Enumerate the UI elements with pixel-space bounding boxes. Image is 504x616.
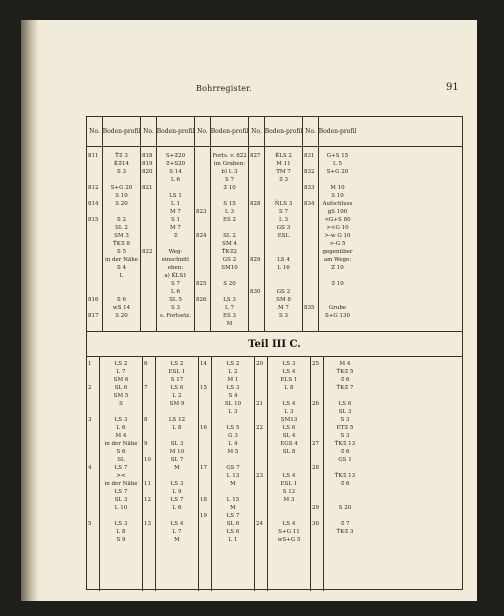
profile-entry: L 1 <box>171 201 180 207</box>
profile-entry: G 3 <box>228 433 238 439</box>
col-no <box>143 357 156 591</box>
boring-number: 23 <box>256 473 263 479</box>
profile-entry: >< <box>116 473 126 479</box>
profile-entry: in der Nähe <box>104 257 139 263</box>
profile-entry: SL 7 <box>170 457 184 463</box>
boring-number: 10 <box>144 457 151 463</box>
profile-entry: SM 9 <box>169 401 185 407</box>
profile-entry: SL 3 <box>170 441 184 447</box>
boring-number: 6 <box>144 361 148 367</box>
profile-entry: S 14 <box>169 169 182 175</box>
profile-entry: S 20 <box>115 201 128 207</box>
profile-entry: S 2 <box>116 217 126 223</box>
profile-entry: M 4 <box>339 361 351 367</box>
section-teil-iii-c <box>87 357 462 591</box>
col-no <box>255 357 268 591</box>
table-header-row <box>87 117 462 147</box>
profile-entry: S 7 <box>170 281 180 287</box>
boring-number: 30 <box>312 521 319 527</box>
col-bodenprofil <box>319 147 356 331</box>
profile-entry: L 6 <box>171 177 180 183</box>
profile-entry: gegenüber <box>322 249 353 255</box>
boring-number: 811 <box>88 153 99 159</box>
col-bodenprofil <box>103 147 141 331</box>
profile-entry: Forts. v. 822 <box>212 153 247 159</box>
header-no: No. <box>195 117 211 146</box>
boring-number: 7 <box>144 385 148 391</box>
profile-entry: LS 7 <box>170 497 184 503</box>
profile-entry: S 6 <box>116 297 126 303</box>
boring-number: 19 <box>200 513 207 519</box>
profile-entry: SL 2 <box>223 233 236 239</box>
profile-entry: LS 7 <box>226 513 240 519</box>
profile-entry: 𝔖 6 <box>340 377 350 383</box>
profile-entry: EGS 4 <box>280 441 298 447</box>
profile-entry: M 3 <box>283 497 295 503</box>
boring-number: 1 <box>88 361 92 367</box>
profile-entry: S 3 <box>116 169 126 175</box>
profile-entry: b) L 3 <box>221 169 238 175</box>
profile-entry: L 8 <box>284 385 294 391</box>
profile-entry: S 20 <box>223 281 236 287</box>
profile-entry: SL 8 <box>282 449 296 455</box>
profile-entry: S 1 <box>170 217 180 223</box>
profile-entry: M <box>174 465 180 471</box>
boring-number: 826 <box>196 297 207 303</box>
profile-entry: LS 7 <box>114 489 128 495</box>
boring-number: 833 <box>304 185 315 191</box>
profile-entry: ESL 1 <box>280 481 298 487</box>
profile-entry: ESL <box>277 233 290 239</box>
profile-entry: S 3 <box>340 433 350 439</box>
header-bodenprofil: Boden- profil <box>157 117 195 146</box>
boring-number: 824 <box>196 233 207 239</box>
profile-entry: L 8 <box>172 425 182 431</box>
profile-entry: SL 5 <box>169 297 182 303</box>
col-no <box>87 147 103 331</box>
profile-entry: TM 7 <box>276 169 291 175</box>
profile-entry: L 1 <box>228 537 238 543</box>
profile-entry: S 15 <box>223 201 236 207</box>
profile-entry: S 17 <box>170 377 184 383</box>
boring-number: 11 <box>144 481 151 487</box>
profile-entry: LS 3 <box>282 361 296 367</box>
col-no <box>249 147 265 331</box>
header-no: No. <box>87 117 103 146</box>
profile-entry: M <box>226 321 233 327</box>
profile-entry: Grube <box>328 305 347 311</box>
profile-entry: LS 2 <box>226 361 240 367</box>
profile-entry: G+S 15 <box>326 153 349 159</box>
profile-entry: LS 2 <box>170 361 184 367</box>
profile-entry: K̃𝔖14 <box>114 161 129 167</box>
profile-entry: S 3 <box>340 417 350 423</box>
boring-number: 9 <box>144 441 148 447</box>
profile-entry: S <box>119 401 123 407</box>
profile-entry: 𝔖 6 <box>340 481 350 487</box>
profile-entry: SL 2 <box>115 225 128 231</box>
profile-entry: SL 4 <box>282 433 296 439</box>
profile-entry: T̃K𝔖2 <box>221 249 238 255</box>
profile-entry: eben: <box>167 265 184 271</box>
profile-entry: L 4 <box>228 441 238 447</box>
profile-entry: M 11 <box>276 161 291 167</box>
col-bodenprofil <box>100 357 143 591</box>
boring-number: 835 <box>304 305 315 311</box>
boring-number: 26 <box>312 401 319 407</box>
profile-entry: GS 3 <box>276 225 291 231</box>
boring-number: 834 <box>304 201 315 207</box>
profile-entry: <G+S 80 <box>324 217 351 223</box>
profile-entry: GS 1 <box>338 457 352 463</box>
col-bodenprofil <box>265 147 303 331</box>
boring-number: 832 <box>304 169 315 175</box>
profile-entry: einschnitt <box>161 257 190 263</box>
profile-entry: M 10 <box>330 185 345 191</box>
profile-entry: SM13 <box>280 417 298 423</box>
profile-entry: in der Nähe <box>104 481 138 487</box>
boring-number: 4 <box>88 465 92 471</box>
profile-entry: M <box>230 505 236 511</box>
profile-entry: LS 6 <box>282 425 296 431</box>
profile-entry: SL 6 <box>114 385 128 391</box>
profile-entry: SL 6 <box>226 521 240 527</box>
profile-entry: SM 3 <box>114 233 129 239</box>
profile-entry: S 20 <box>338 505 352 511</box>
profile-entry: S+G 20 <box>326 169 349 175</box>
profile-entry: SM10 <box>221 265 238 271</box>
profile-entry: S 4 <box>228 393 238 399</box>
profile-entry: 𝔖 <box>173 233 178 239</box>
section-title: Teil III C. <box>87 332 462 357</box>
profile-entry: S+G 20 <box>110 185 133 191</box>
profile-entry: LS 12 <box>168 417 186 423</box>
boring-number: 816 <box>88 297 99 303</box>
header-no: No. <box>249 117 265 146</box>
profile-entry: SL 3 <box>114 497 128 503</box>
header-bodenprofil: Boden- profil <box>211 117 249 146</box>
profile-entry: L 2 <box>228 369 238 375</box>
profile-entry: S 7 <box>278 209 288 215</box>
boring-number: 22 <box>256 425 263 431</box>
col-no <box>195 147 211 331</box>
boring-number: 2 <box>88 385 92 391</box>
profile-entry: LS 3 <box>114 417 128 423</box>
profile-entry: in der Nähe <box>104 441 138 447</box>
profile-entry: 𝔖+S20 <box>165 161 186 167</box>
profile-entry: LS 4 <box>282 473 296 479</box>
boring-number: 823 <box>196 209 207 215</box>
col-no <box>87 357 100 591</box>
boring-number: 28 <box>312 465 319 471</box>
profile-entry: T̃K𝔖 7 <box>336 385 354 391</box>
profile-entry: M 1 <box>227 377 239 383</box>
boring-number: 21 <box>256 401 263 407</box>
profile-entry: LS 3 <box>114 521 128 527</box>
boring-number: 831 <box>304 153 315 159</box>
profile-entry: L 5 <box>333 161 342 167</box>
profile-entry: LS 4 <box>282 401 296 407</box>
boring-number: 820 <box>142 169 153 175</box>
col-bodenprofil <box>211 147 249 331</box>
profile-entry: L 6 <box>171 289 180 295</box>
profile-entry: 𝔖 10 <box>331 281 344 287</box>
profile-entry: LS 4 <box>277 257 290 263</box>
boring-number: 829 <box>250 257 261 263</box>
boring-number: 815 <box>88 217 99 223</box>
col-bodenprofil <box>268 357 311 591</box>
boring-number: 819 <box>142 161 153 167</box>
profile-entry: S 5 <box>116 249 126 255</box>
boring-number: 825 <box>196 281 207 287</box>
profile-entry: SM 8 <box>276 297 291 303</box>
boring-number: 16 <box>200 425 207 431</box>
profile-entry: ELS 1 <box>280 377 298 383</box>
boring-number: 821 <box>142 185 153 191</box>
boring-number: 25 <box>312 361 319 367</box>
profile-entry: >-w G 10 <box>324 233 351 239</box>
profile-entry: L 6 <box>172 505 182 511</box>
profile-entry: S+𝔖20 <box>165 153 186 159</box>
profile-entry: L 7 <box>225 305 234 311</box>
profile-entry: S 3 <box>278 313 288 319</box>
profile-entry: T̃K𝔖 13 <box>334 473 356 479</box>
profile-entry: M 4 <box>115 433 127 439</box>
profile-entry: LS 4 <box>282 369 296 375</box>
header-no: No. <box>303 117 319 146</box>
profile-entry: L 15 <box>226 497 240 503</box>
profile-entry: SL <box>117 457 125 463</box>
profile-entry: M 7 <box>278 305 289 311</box>
profile-entry: ÑLS 3 <box>274 201 293 207</box>
boring-number: 27 <box>312 441 319 447</box>
profile-entry: am Wege: <box>323 257 352 263</box>
profile-entry: M 5 <box>227 449 239 455</box>
profile-entry: M 7 <box>170 225 181 231</box>
profile-entry: GS 2 <box>222 257 237 263</box>
profile-entry: LS 3 <box>170 481 184 487</box>
profile-entry: 𝔖 10 <box>223 185 236 191</box>
col-no <box>311 357 324 591</box>
boring-number: 14 <box>200 361 207 367</box>
col-bodenprofil <box>212 357 255 591</box>
profile-entry: GS 2 <box>276 289 291 295</box>
profile-entry: LS 6 <box>226 529 240 535</box>
profile-entry: L 10 <box>114 505 128 511</box>
profile-entry: L <box>119 273 124 279</box>
profile-entry: L 7 <box>116 369 126 375</box>
profile-entry: S 10 <box>115 193 128 199</box>
boring-number: 822 <box>142 249 153 255</box>
page-number: 91 <box>446 82 459 93</box>
profile-entry: LS 3 <box>223 297 236 303</box>
profile-entry: T̃K𝔖 3 <box>336 529 354 535</box>
profile-entry: S+G 130 <box>324 313 351 319</box>
page-gutter <box>21 20 39 601</box>
profile-entry: L 6 <box>116 425 126 431</box>
bohrregister-table <box>86 116 463 590</box>
profile-entry: M <box>174 537 180 543</box>
boring-number: 18 <box>200 497 207 503</box>
boring-number: 812 <box>88 185 99 191</box>
profile-entry: S 9 <box>116 537 126 543</box>
profile-entry: LS 4 <box>282 521 296 527</box>
profile-entry: S 4 <box>116 265 126 271</box>
profile-entry: L 8 <box>116 529 126 535</box>
profile-entry: SM 4 <box>222 241 237 247</box>
profile-entry: SL 10 <box>224 401 242 407</box>
profile-entry: L 2 <box>172 393 182 399</box>
profile-entry: 𝔖 6 <box>340 449 350 455</box>
header-bodenprofil: Boden- profil <box>265 117 303 146</box>
profile-entry: LS 5 <box>226 425 240 431</box>
profile-entry: M 10 <box>169 449 185 455</box>
boring-number: 818 <box>142 153 153 159</box>
profile-entry: S 10 <box>331 193 344 199</box>
profile-entry: s. Fortsetz. <box>160 313 191 319</box>
profile-entry: LS 6 <box>170 385 184 391</box>
boring-number: 5 <box>88 521 92 527</box>
header-bodenprofil: Boden- profil <box>103 117 141 146</box>
boring-number: 15 <box>200 385 207 391</box>
header-no: No. <box>141 117 157 146</box>
profile-entry: S 6 <box>116 449 126 455</box>
profile-entry: LS 1 <box>169 193 182 199</box>
profile-entry: ET𝔖 5 <box>336 425 354 431</box>
boring-number: 827 <box>250 153 261 159</box>
profile-entry: S 20 <box>115 313 128 319</box>
profile-entry: ES 3 <box>222 313 237 319</box>
boring-number: 13 <box>144 521 151 527</box>
boring-number: 817 <box>88 313 99 319</box>
profile-entry: T̃K𝔖 5 <box>336 369 354 375</box>
profile-entry: LS 6 <box>338 401 352 407</box>
profile-entry: ES 2 <box>222 217 237 223</box>
profile-entry: S 3 <box>170 305 180 311</box>
col-bodenprofil <box>324 357 366 591</box>
profile-entry: L 3 <box>284 409 294 415</box>
col-bodenprofil <box>157 147 195 331</box>
profile-entry: S+G 11 <box>278 529 300 535</box>
profile-entry: gS 100 <box>327 209 348 215</box>
profile-entry: SM 6 <box>113 377 129 383</box>
profile-entry: LS 4 <box>170 521 184 527</box>
profile-entry: 𝔖 3 <box>278 177 289 183</box>
col-no <box>303 147 319 331</box>
profile-entry: L 7 <box>172 529 182 535</box>
profile-entry: Z 10 <box>331 265 344 271</box>
profile-entry: im Graben: <box>213 161 246 167</box>
profile-entry: T̃K𝔖 8 <box>113 241 130 247</box>
profile-entry: Aufschluss <box>322 201 353 207</box>
boring-number: 20 <box>256 361 263 367</box>
profile-entry: GS 7 <box>226 465 240 471</box>
profile-entry: LS 2 <box>114 361 128 367</box>
col-no <box>141 147 157 331</box>
boring-number: 830 <box>250 289 261 295</box>
boring-number: 17 <box>200 465 207 471</box>
profile-entry: L 3 <box>225 209 234 215</box>
profile-entry: SL 3 <box>338 409 352 415</box>
section-continuation <box>87 147 462 332</box>
running-title: Bohrregister. <box>196 84 253 93</box>
profile-entry: LS 3 <box>226 385 240 391</box>
profile-entry: M 7 <box>170 209 181 215</box>
profile-entry: ESL 1 <box>168 369 186 375</box>
profile-entry: wS 14 <box>112 305 131 311</box>
profile-entry: 𝔖 7 <box>340 521 350 527</box>
profile-entry: S 7 <box>224 177 234 183</box>
profile-entry: L 9 <box>172 489 182 495</box>
profile-entry: K̃LS 2 <box>275 153 292 159</box>
profile-entry: S 12 <box>282 489 296 495</box>
boring-number: 3 <box>88 417 92 423</box>
profile-entry: L 16 <box>277 265 290 271</box>
profile-entry: L 3 <box>228 409 238 415</box>
profile-entry: T̃K𝔖 13 <box>334 441 356 447</box>
profile-entry: a) K̃LS1 <box>164 273 187 279</box>
boring-number: 828 <box>250 201 261 207</box>
profile-entry: SM 5 <box>113 393 129 399</box>
profile-entry: Weg- <box>168 249 183 255</box>
profile-entry: wS+G 5 <box>277 537 301 543</box>
profile-entry: ><G 10 <box>326 225 349 231</box>
profile-entry: LS 7 <box>114 465 128 471</box>
profile-entry: L 3 <box>279 217 288 223</box>
boring-number: 814 <box>88 201 99 207</box>
col-no <box>199 357 212 591</box>
boring-number: 12 <box>144 497 151 503</box>
profile-entry: L 13 <box>226 473 240 479</box>
profile-entry: >-G 5 <box>329 241 346 247</box>
boring-number: 29 <box>312 505 319 511</box>
col-bodenprofil <box>156 357 199 591</box>
boring-number: 24 <box>256 521 263 527</box>
boring-number: 8 <box>144 417 148 423</box>
header-bodenprofil: Boden- profil <box>318 127 357 135</box>
profile-entry: T̃𝔖 3 <box>115 153 128 159</box>
profile-entry: M <box>230 481 236 487</box>
book-page <box>21 20 477 601</box>
